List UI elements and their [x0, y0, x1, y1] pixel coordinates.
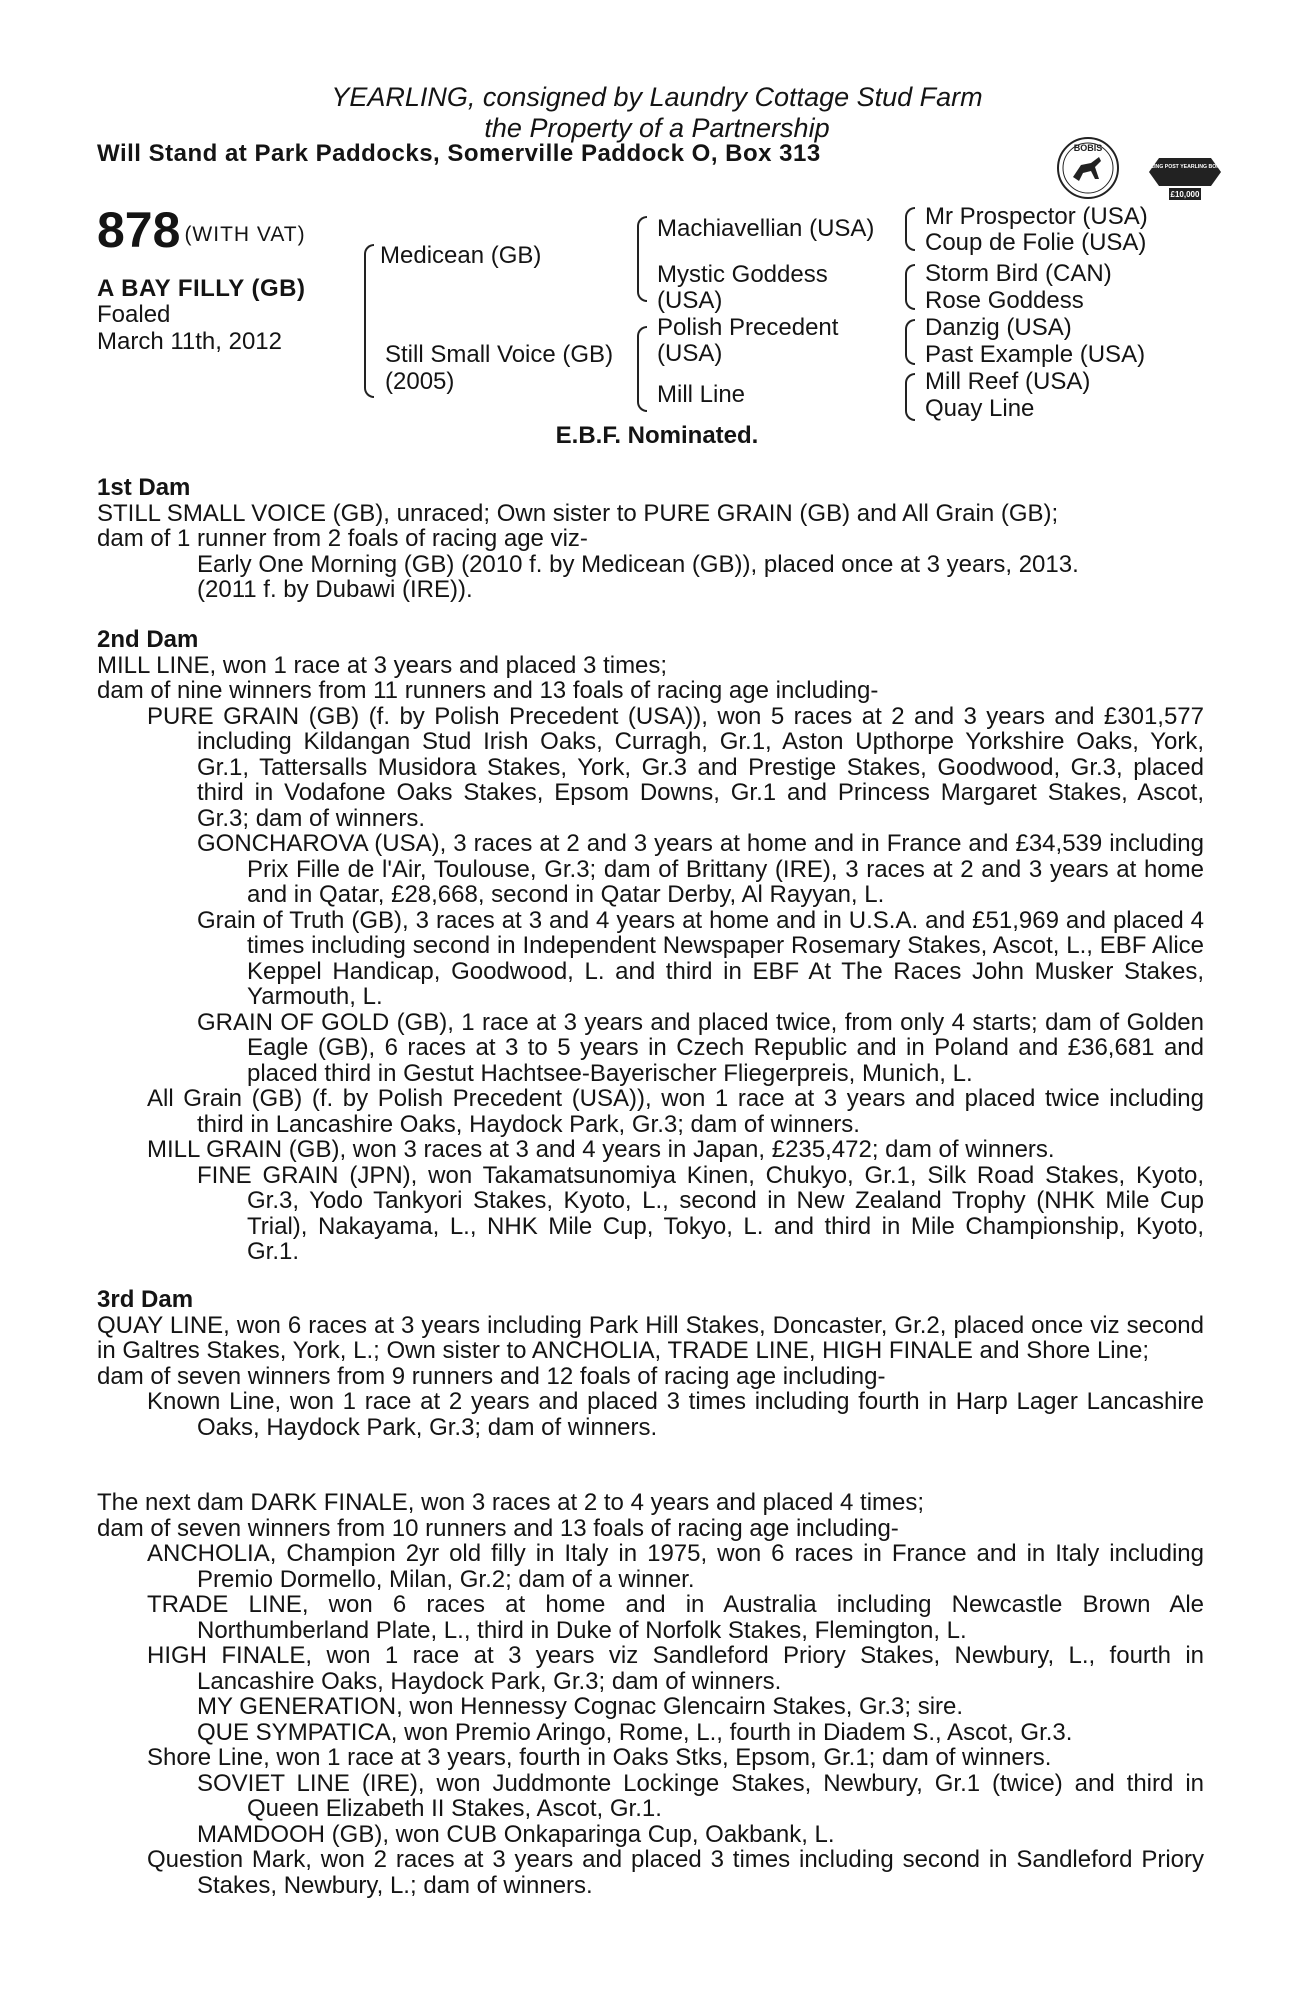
- entry-my-generation: MY GENERATION, won Hennessy Cognac Glencairn Stakes, Gr.3; sire.: [197, 1693, 964, 1720]
- brace-dam: [637, 326, 647, 412]
- pedigree-dam-year: (2005): [385, 368, 455, 395]
- header-line-2: the Property of a Partnership: [484, 113, 830, 143]
- header-line-1: YEARLING, consigned by Laundry Cottage Stud Farm: [331, 82, 983, 112]
- next-dam-line-1: The next dam DARK FINALE, won 3 races at 2 to 4 years and placed 4 times;: [97, 1489, 925, 1516]
- entry-soviet-line: SOVIET LINE (IRE), won Juddmonte Lockinge Stakes, Newbury, Gr.1 (twice) and third in Queen Elizabeth II Stakes, Ascot, Gr.1.: [197, 1769, 1204, 1822]
- brace-ss: [905, 207, 915, 251]
- brace-dd: [905, 373, 915, 421]
- entry-grain-of-gold: GRAIN OF GOLD (GB), 1 race at 3 years and placed twice, from only 4 starts; dam of Golden Eagle (GB), 6 races at 3 to 5 years in Czech Republic and in Poland and £36,681 and placed third in Gestut Hachtsee-Bayerischer Fliegerpreis, Munich, L.: [197, 1008, 1204, 1087]
- brace-ds: [905, 319, 915, 365]
- pedigree-dds: Mill Reef (USA): [925, 368, 1091, 395]
- pedigree-sire-sire: Machiavellian (USA): [657, 215, 875, 242]
- second-dam-heading: 2nd Dam: [97, 626, 199, 653]
- second-dam-section: [97, 627, 1204, 1265]
- lot-number: 878 (WITH VAT): [97, 202, 306, 258]
- entry-high-finale: HIGH FINALE, won 1 race at 3 years viz Sandleford Priory Stakes, Newbury, L., fourth in Lancashire Oaks, Haydock Park, Gr.3; dam of winners.: [147, 1642, 1204, 1695]
- entry-fine-grain: FINE GRAIN (JPN), won Takamatsunomiya Kinen, Chukyo, Gr.1, Silk Road Stakes, Kyoto, Gr.3, Yodo Tankyori Stakes, Kyoto, L., second in New Zealand Trophy (NHK Mile Cup Trial), Nakayama, L., NHK Mile Cup, Tokyo, L. and third in Mile Championship, Kyoto, Gr.1.: [197, 1161, 1204, 1265]
- bobis-badge-icon: [1055, 135, 1121, 201]
- first-dam-produce-1: Early One Morning (GB) (2010 f. by Medicean (GB)), placed once at 3 years, 2013.: [197, 550, 1079, 578]
- brace-gen1: [364, 244, 374, 398]
- ebf-nominated: E.B.F. Nominated.: [555, 422, 759, 449]
- pedigree-sdd: Rose Goddess: [925, 287, 1084, 314]
- pedigree-dam: Still Small Voice (GB): [385, 341, 614, 368]
- entry-grain-of-truth: Grain of Truth (GB), 3 races at 3 and 4 years at home and in U.S.A. and £51,969 and placed 4 times including second in Independent Newspaper Rosemary Stakes, Ascot, L., EBF Alice Keppel Handicap, Goodwood, L. and third in EBF At The Races John Musker Stakes, Yarmouth, L.: [197, 906, 1204, 1010]
- pedigree-sire-dam: Mystic Goddess: [657, 261, 828, 288]
- bonus-amount: £10,000: [1170, 190, 1200, 199]
- entry-que-sympatica: QUE SYMPATICA, won Premio Aringo, Rome, L., fourth in Diadem S., Ascot, Gr.3.: [197, 1718, 1073, 1746]
- pedigree-dam-dam: Mill Line: [657, 381, 746, 408]
- third-dam-section: [97, 1287, 1204, 1440]
- first-dam-produce-2: (2011 f. by Dubawi (IRE)).: [197, 576, 473, 603]
- bobis-label: BOBIS: [1073, 143, 1103, 153]
- pedigree-sire-dam-country: (USA): [657, 287, 723, 314]
- third-dam-line-2: dam of seven winners from 9 runners and 12 foals of racing age including-: [97, 1362, 886, 1390]
- entry-pure-grain: PURE GRAIN (GB) (f. by Polish Precedent (USA)), won 5 races at 2 and 3 years and £301,577 including Kildangan Stud Irish Oaks, Curragh, Gr.1, Aston Upthorpe Yorkshire Oaks, York, Gr.1, Tattersalls Musidora Stakes, York, Gr.3 and Prestige Stakes, Goodwood, Gr.3, placed third in Vodafone Oaks Stakes, Epsom Downs, Gr.1 and Princess Margaret Stakes, Ascot, Gr.3; dam of winners.: [147, 702, 1204, 832]
- entry-question-mark: Question Mark, won 2 races at 3 years and placed 3 times including second in Sandleford Priory Stakes, Newbury, L.; dam of winners.: [147, 1846, 1204, 1899]
- next-dam-line-2: dam of seven winners from 10 runners and 13 foals of racing age including-: [97, 1514, 899, 1542]
- brace-sire: [637, 216, 647, 302]
- vat-note: (WITH VAT): [184, 223, 306, 246]
- pedigree-dam-sire-country: (USA): [657, 340, 723, 367]
- entry-ancholia: ANCHOLIA, Champion 2yr old filly in Italy in 1975, won 6 races in France and in Italy including Premio Dormello, Milan, Gr.2; dam of a winner.: [147, 1540, 1204, 1593]
- first-dam-section: [97, 475, 1204, 603]
- entry-all-grain: All Grain (GB) (f. by Polish Precedent (USA)), won 1 race at 3 years and placed twice including third in Lancashire Oaks, Haydock Park, Gr.3; dam of winners.: [147, 1085, 1204, 1138]
- racing-post-label: RACING POST YEARLING BONUS: [1145, 164, 1225, 170]
- entry-goncharova: GONCHAROVA (USA), 3 races at 2 and 3 years at home and in France and £34,539 including Prix Fille de l'Air, Toulouse, Gr.3; dam of Brittany (IRE), 3 races at 2 and 3 years at home and in Qatar, £28,668, second in Qatar Derby, Al Rayyan, L.: [197, 830, 1204, 908]
- foaled-date: March 11th, 2012: [97, 328, 283, 355]
- pedigree-sss: Mr Prospector (USA): [925, 203, 1148, 230]
- pedigree-ddd: Quay Line: [925, 395, 1035, 422]
- pedigree-dam-sire: Polish Precedent: [657, 314, 839, 341]
- entry-known-line: Known Line, won 1 race at 2 years and placed 3 times including fourth in Harp Lager Lancashire Oaks, Haydock Park, Gr.3; dam of winners.: [147, 1388, 1204, 1441]
- racing-post-bonus-badge-icon: [1145, 150, 1225, 202]
- first-dam-heading: 1st Dam: [97, 474, 191, 501]
- pedigree-sds: Storm Bird (CAN): [925, 260, 1112, 287]
- entry-mill-grain: MILL GRAIN (GB), won 3 races at 3 and 4 years in Japan, £235,472; dam of winners.: [147, 1136, 1055, 1163]
- pedigree-ssd: Coup de Folie (USA): [925, 229, 1147, 256]
- entry-shore-line: Shore Line, won 1 race at 3 years, fourth in Oaks Stks, Epsom, Gr.1; dam of winners.: [147, 1744, 1052, 1771]
- lot-name: A BAY FILLY (GB): [97, 275, 306, 302]
- third-dam-heading: 3rd Dam: [97, 1286, 194, 1313]
- second-dam-line-2: dam of nine winners from 11 runners and 13 foals of racing age including-: [97, 677, 879, 704]
- next-dam-section: [97, 1490, 1204, 1898]
- pedigree-dss: Danzig (USA): [925, 314, 1072, 341]
- stand-location: Will Stand at Park Paddocks, Somerville Paddock O, Box 313: [97, 140, 821, 167]
- third-dam-line-1: QUAY LINE, won 6 races at 3 years including Park Hill Stakes, Doncaster, Gr.2, placed once viz second in Galtres Stakes, York, L.; Own sister to ANCHOLIA, TRADE LINE, HIGH FINALE and Shore Line;: [97, 1311, 1204, 1364]
- pedigree-sire: Medicean (GB): [380, 242, 542, 269]
- first-dam-line-2: dam of 1 runner from 2 foals of racing age viz-: [97, 525, 588, 552]
- second-dam-line-1: MILL LINE, won 1 race at 3 years and placed 3 times;: [97, 651, 668, 679]
- first-dam-line-1: STILL SMALL VOICE (GB), unraced; Own sister to PURE GRAIN (GB) and All Grain (GB);: [97, 499, 1059, 527]
- entry-mamdooh: MAMDOOH (GB), won CUB Onkaparinga Cup, Oakbank, L.: [197, 1820, 835, 1848]
- foaled-label: Foaled: [97, 301, 171, 328]
- brace-sd: [905, 264, 915, 310]
- entry-trade-line: TRADE LINE, won 6 races at home and in Australia including Newcastle Brown Ale Northumberland Plate, L., third in Duke of Norfolk Stakes, Flemington, L.: [147, 1591, 1204, 1644]
- pedigree-dsd: Past Example (USA): [925, 341, 1146, 368]
